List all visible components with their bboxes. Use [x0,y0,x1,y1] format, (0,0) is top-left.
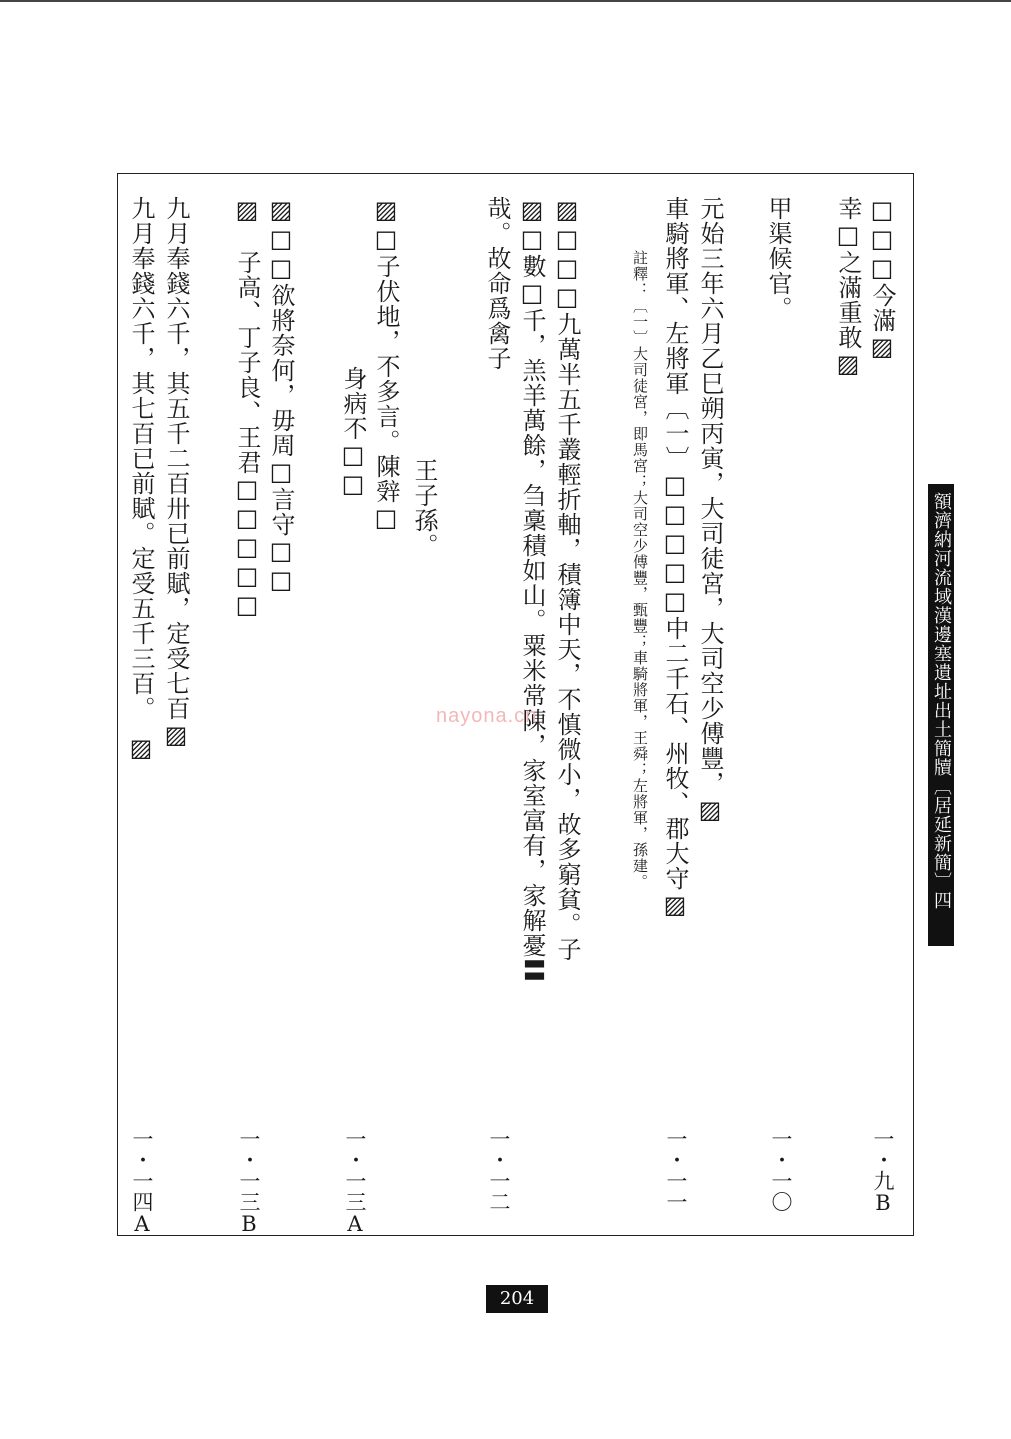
slip-text-1-11: 元始三年六月乙巳朔丙寅，大司徒宮，大司空少傅豐，▨ [696,196,724,825]
slip-text-1-9b-line2: 幸□之滿重敢▨ [834,196,862,379]
top-rule [0,0,1011,2]
slip-text-1-13b-line2: ▨ 子高、丁子良、王君□□□□□ [233,196,261,620]
watermark-text: nayona.cn [436,705,538,727]
slip-text-1-13a-line3: ▨□子伏地，不多言。陳辤□ [372,196,400,533]
slip-text-1-13a-line2: 身病不□□ [339,366,367,499]
slip-number: 一・一一 [664,1128,688,1212]
slip-text-1-14a-line2: 九月奉錢六千，其七百已前賦。定受五千三百。 ▨ [127,196,155,763]
slip-text-1-14a: 九月奉錢六千，其五千二百卅已前賦，定受七百▨ [162,196,190,750]
slip-text-1-11-line2: 車騎將軍、左將軍〔一〕□□□□□中二千石、州牧、郡大守▨ [661,196,689,920]
slip-text-1-12-line2: ▨□數□千，羔羊萬餘，刍稾積如山。粟米常陳，家室富有，家解憂〓 [518,196,546,983]
slip-text-1-12-line3: 哉。故命爲禽子 [483,196,511,371]
running-title: 額濟納河流域漢邊塞遺址出土簡牘〔居延新簡〕四 [928,484,954,946]
slip-number: 一・一三A [343,1128,367,1236]
slip-number: 一・一四A [130,1128,154,1236]
slip-number: 一・一〇 [769,1128,793,1212]
slip-number: 一・一二 [487,1128,511,1212]
slip-text-1-13a-line1: 王子孫。 [410,458,438,558]
slip-text-1-10: 甲渠候官。 [764,196,792,321]
slip-number: 一・九B [871,1128,895,1215]
slip-text-1-12: ▨□□□九萬半五千叢輕折軸，積簿中天，不慎微小，故多窮貧。子 [553,196,581,962]
slip-text-1-13b: ▨□□欲將奈何，毋周□言守□□ [267,196,295,595]
slip-text-1-9b: □□□今滿▨ [868,196,896,362]
slip-number: 一・一三B [237,1128,261,1236]
page-number: 204 [486,1285,548,1313]
annotation-note: 註釋：〔一〕大司徒宮，即馬宮；大司空少傅豐，甄豐；車騎將軍，王舜；左將軍，孫建。 [631,250,649,890]
